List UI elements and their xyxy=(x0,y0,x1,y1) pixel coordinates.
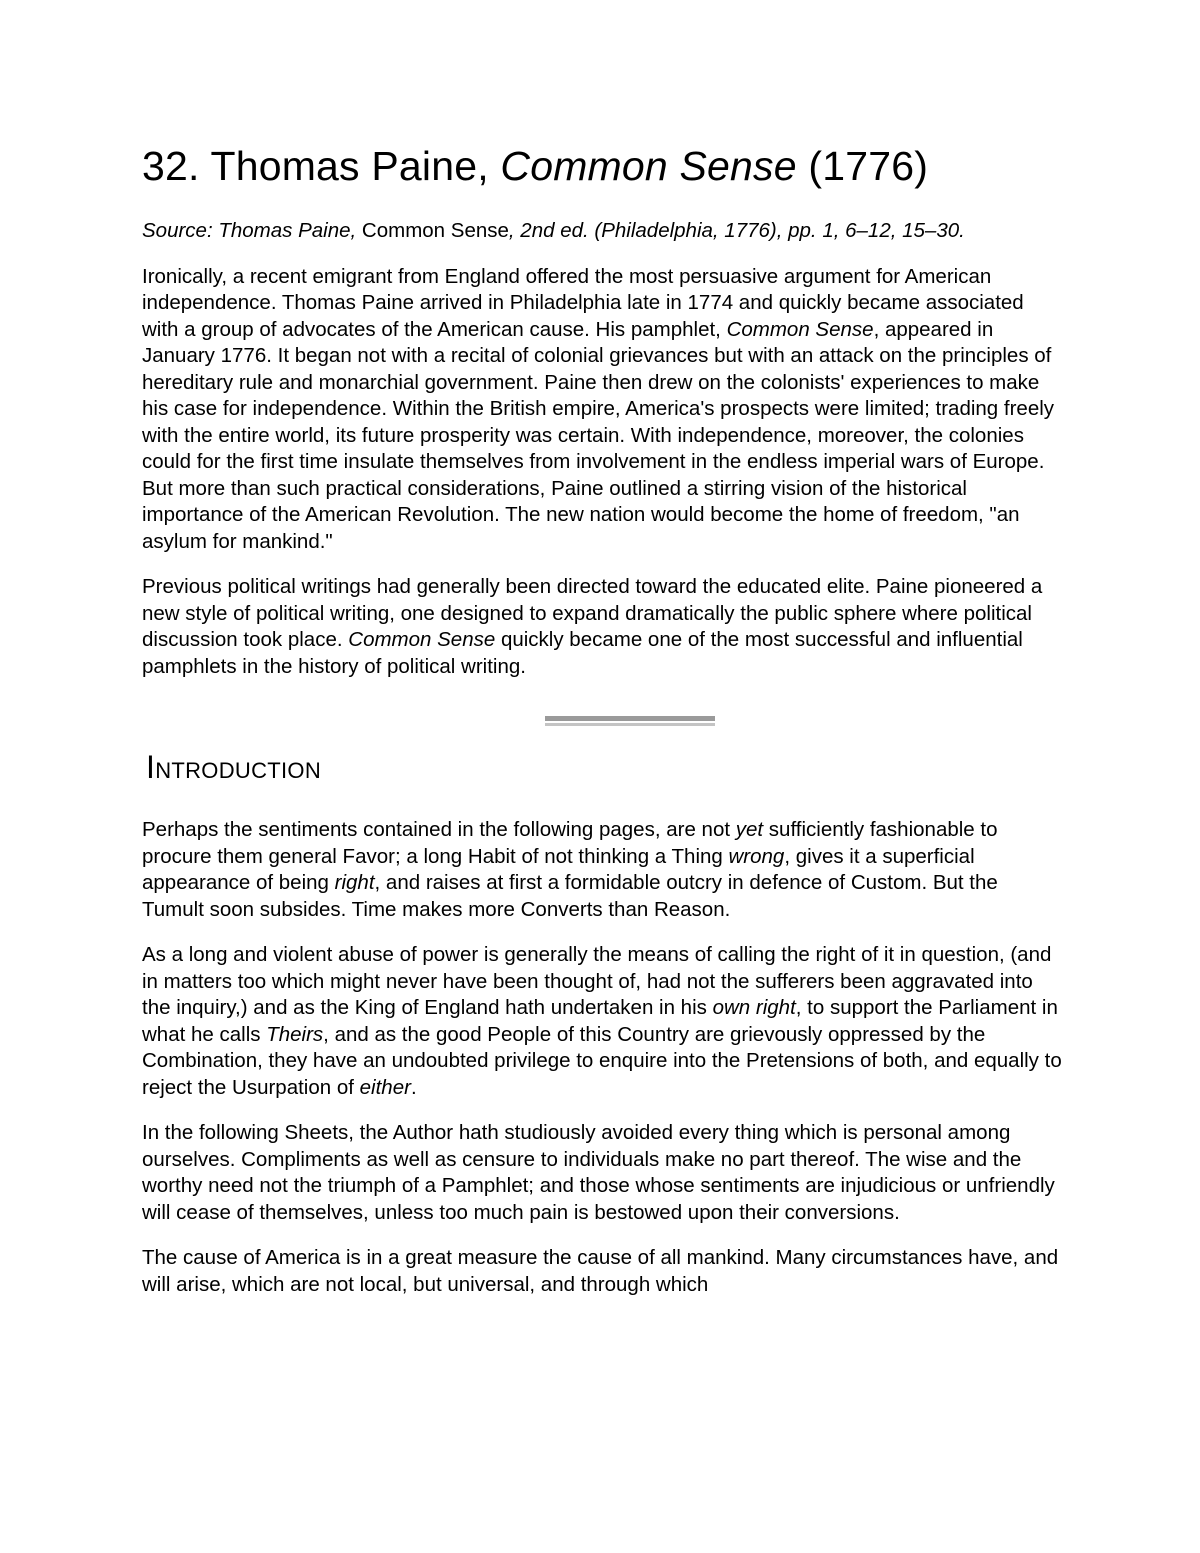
document-title xyxy=(142,140,1064,192)
source-part-c: , 2nd ed. (Philadelphia, 1776), pp. 1, 6–12, 15–30. xyxy=(508,219,965,242)
document-page xyxy=(142,140,1064,1317)
text2-e: , and as the good People of this Country are grievously oppressed by the Combination, they have an undoubted privilege to enquire into the Pretensions of both, and equally to reject the Usurpation of xyxy=(142,1022,1062,1099)
text2-d: Theirs xyxy=(266,1022,324,1046)
text1-f: right xyxy=(334,871,375,894)
text1-d: wrong xyxy=(728,844,785,868)
title-prefix: 32. Thomas Paine, xyxy=(142,143,501,189)
text2-c: , to support the Parliament in what he calls xyxy=(142,996,1058,1046)
text1-g: , and raises at first a formidable outcry in defence of Custom. But the Tumult soon subsides. Time makes more Converts than Reason. xyxy=(142,871,998,921)
section-heading: Introduction xyxy=(146,749,322,785)
intro2-text-a: Previous political writings had generally been directed toward the educated elite. Paine pioneered a new style of political writing, one designed to expand dramatically the public sphere where political discussion took place. xyxy=(142,575,1043,651)
text2-a: As a long and violent abuse of power is generally the means of calling the right of it in question, (and in matters too which might never have been thought of, had not the sufferers been aggravated into the inquiry,) and as the King of England hath undertaken in his xyxy=(142,943,1052,1019)
intro2-text-b: Common Sense xyxy=(348,628,496,651)
text2-b: own right xyxy=(712,996,796,1019)
intro2-text-c: quickly became one of the most successful and influential pamphlets in the history of political writing. xyxy=(142,628,1023,678)
source-part-b: Common Sense xyxy=(361,219,509,242)
text2-g: . xyxy=(410,1075,417,1099)
intro1-text-a: Ironically, a recent emigrant from England offered the most persuasive argument for American independence. Thomas Paine arrived in Philadelphia late in 1774 and quickly became associated with a group of advocates of the American cause. His pamphlet, xyxy=(142,264,1024,341)
source-citation xyxy=(142,218,1064,245)
intro1-text-c: , appeared in January 1776. It began not with a recital of colonial grievances but with an attack on the principles of hereditary rule and monarchial government. Paine then drew on the colonists' experiences to make his case for independence. Within the British empire, America's prospects were limited; trading freely with the entire world, its future prosperity was certain. With independence, moreover, the colonies could for the first time insulate themselves from involvement in the endless imperial wars of Europe. But more than such practical considerations, Paine outlined a stirring vision of the historical importance of the American Revolution. The new nation would become the home of freedom, "an asylum for mankind." xyxy=(142,317,1055,553)
text-paragraph-3: In the following Sheets, the Author hath studiously avoided every thing which is personal among ourselves. Compliments as well as censure to individuals make no part thereof. The wise and the worthy need not the triumph of a Pamphlet; and those whose sentiments are injudicious or unfriendly will cease of themselves, unless too much pain is bestowed upon their conversions. xyxy=(142,1121,1055,1224)
divider-bar-top xyxy=(545,716,715,721)
text1-b: yet xyxy=(735,818,764,841)
intro-paragraph-1 xyxy=(142,264,1064,556)
text-paragraph-2 xyxy=(142,942,1064,1101)
text-paragraph-1 xyxy=(142,817,1064,923)
source-part-a: Source: Thomas Paine, xyxy=(142,219,362,242)
text1-c: sufficiently fashionable to procure them general Favor; a long Habit of not thinking a Thing xyxy=(142,818,998,868)
intro-paragraph-2 xyxy=(142,574,1064,680)
section-divider xyxy=(545,716,715,726)
text1-e: , gives it a superficial appearance of being xyxy=(142,844,975,894)
text2-f: either xyxy=(359,1075,411,1099)
intro1-text-b: Common Sense xyxy=(726,317,874,341)
title-work: Common Sense xyxy=(500,143,797,189)
text1-a: Perhaps the sentiments contained in the following pages, are not xyxy=(142,818,736,841)
divider-bar-bottom xyxy=(545,723,715,726)
text-paragraph-4: The cause of America is in a great measure the cause of all mankind. Many circumstances have, and will arise, which are not local, but universal, and through which xyxy=(142,1246,1059,1296)
title-suffix: (1776) xyxy=(796,143,929,189)
